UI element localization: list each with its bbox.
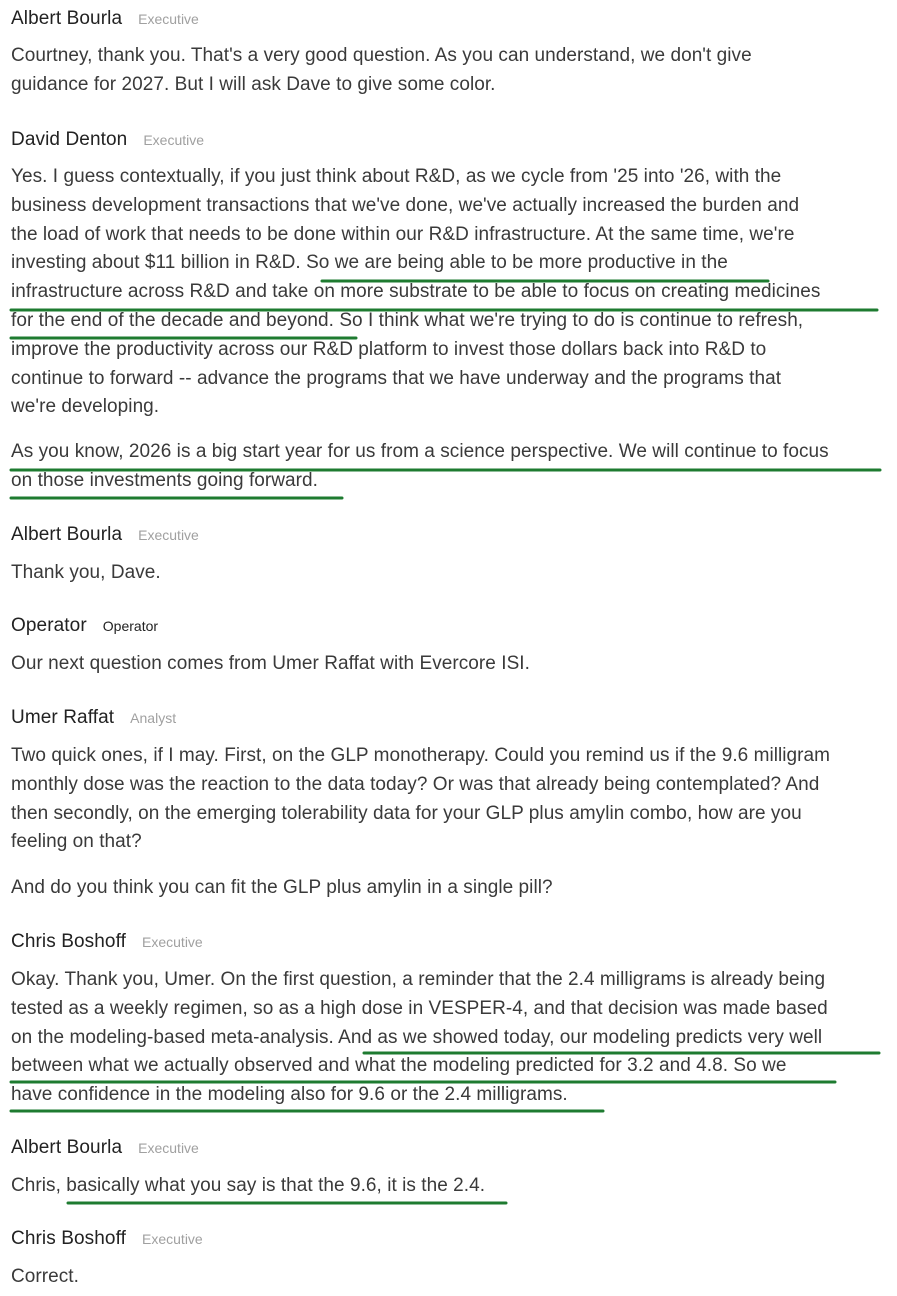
text-line: guidance for 2027. But I will ask Dave to give some color. <box>11 73 496 95</box>
transcript-paragraph <box>11 559 161 588</box>
text-line: Our next question comes from Umer Raffat with Evercore ISI. <box>11 653 530 674</box>
speaker-role: Executive <box>142 934 203 950</box>
speaker-role: Executive <box>138 527 199 543</box>
speaker-role: Executive <box>142 1231 203 1247</box>
text-line: Chris, basically what you say is that the 9.6, it is the 2.4. <box>11 1175 486 1196</box>
transcript-paragraph <box>11 650 530 679</box>
text-line: Two quick ones, if I may. First, on the GLP monotherapy. Could you remind us if the 9.6 milligram <box>11 745 831 766</box>
text-line: on the modeling-based meta-analysis. And as we showed today, our modeling predicts very well <box>11 1026 823 1048</box>
text-line: investing about $11 billion in R&D. So we are being able to be more productive in the <box>11 252 728 274</box>
speaker-name: Albert Bourla <box>11 8 123 29</box>
text-line: Thank you, Dave. <box>11 562 161 583</box>
text-line: Yes. I guess contextually, if you just think about R&D, as we cycle from '25 into '26, with the <box>11 166 782 187</box>
text-line: Courtney, thank you. That's a very good question. As you can understand, we don't give <box>11 45 752 66</box>
text-line: tested as a weekly regimen, so as a high dose in VESPER-4, and that decision was made based <box>11 997 828 1019</box>
speaker-header <box>11 524 199 546</box>
speaker-role: Executive <box>138 11 199 27</box>
text-line: on those investments going forward. <box>11 469 318 491</box>
speaker-header <box>11 931 203 953</box>
transcript-paragraph <box>11 438 829 496</box>
speaker-name: Albert Bourla <box>11 1137 123 1158</box>
transcript-paragraph <box>11 42 752 100</box>
transcript-paragraph <box>11 966 828 1110</box>
text-line: the load of work that needs to be done within our R&D infrastructure. At the same time, we're <box>11 223 795 245</box>
speaker-header <box>11 129 204 151</box>
speaker-role: Executive <box>143 132 205 148</box>
text-line: have confidence in the modeling also for 9.6 or the 2.4 milligrams. <box>11 1084 568 1106</box>
speaker-role: Executive <box>138 1140 199 1156</box>
transcript-paragraph <box>11 742 830 857</box>
text-line: we're developing. <box>11 396 160 418</box>
text-line: then secondly, on the emerging tolerability data for your GLP plus amylin combo, how are you <box>11 802 802 824</box>
speaker-header <box>11 8 199 30</box>
text-line: Okay. Thank you, Umer. On the first question, a reminder that the 2.4 milligrams is already being <box>11 969 826 990</box>
text-line: Correct. <box>11 1266 79 1287</box>
transcript-paragraph <box>11 163 820 422</box>
text-line: improve the productivity across our R&D platform to invest those dollars back into R&D to <box>11 338 767 360</box>
text-line: for the end of the decade and beyond. So I think what we're trying to do is continue to refresh, <box>11 309 804 331</box>
text-line: And do you think you can fit the GLP plus amylin in a single pill? <box>11 877 553 898</box>
speaker-name: Operator <box>11 615 87 636</box>
speaker-name: Albert Bourla <box>11 524 123 545</box>
speaker-header <box>11 1137 199 1159</box>
transcript-paragraph <box>11 1172 485 1201</box>
speaker-name: Chris Boshoff <box>11 1228 127 1249</box>
speaker-name: Umer Raffat <box>11 707 115 728</box>
text-line: continue to forward -- advance the programs that we have underway and the programs that <box>11 367 782 389</box>
speaker-name: Chris Boshoff <box>11 931 127 952</box>
speaker-header <box>11 707 176 729</box>
text-line: business development transactions that we've done, we've actually increased the burden and <box>11 194 800 216</box>
text-line: between what we actually observed and what the modeling predicted for 3.2 and 4.8. So we <box>11 1055 787 1077</box>
transcript-paragraph <box>11 1263 79 1292</box>
text-line: infrastructure across R&D and take on more substrate to be able to focus on creating medicines <box>11 281 821 303</box>
transcript-paragraph <box>11 874 553 903</box>
speaker-header <box>11 1228 203 1250</box>
speaker-header <box>11 615 158 637</box>
text-line: monthly dose was the reaction to the data today? Or was that already being contemplated? And <box>11 773 820 795</box>
speaker-role: Analyst <box>130 710 177 726</box>
speaker-name: David Denton <box>11 129 128 150</box>
text-line: feeling on that? <box>11 831 142 853</box>
speaker-role: Operator <box>102 618 159 634</box>
text-line: As you know, 2026 is a big start year for us from a science perspective. We will continue to focus <box>11 441 829 462</box>
